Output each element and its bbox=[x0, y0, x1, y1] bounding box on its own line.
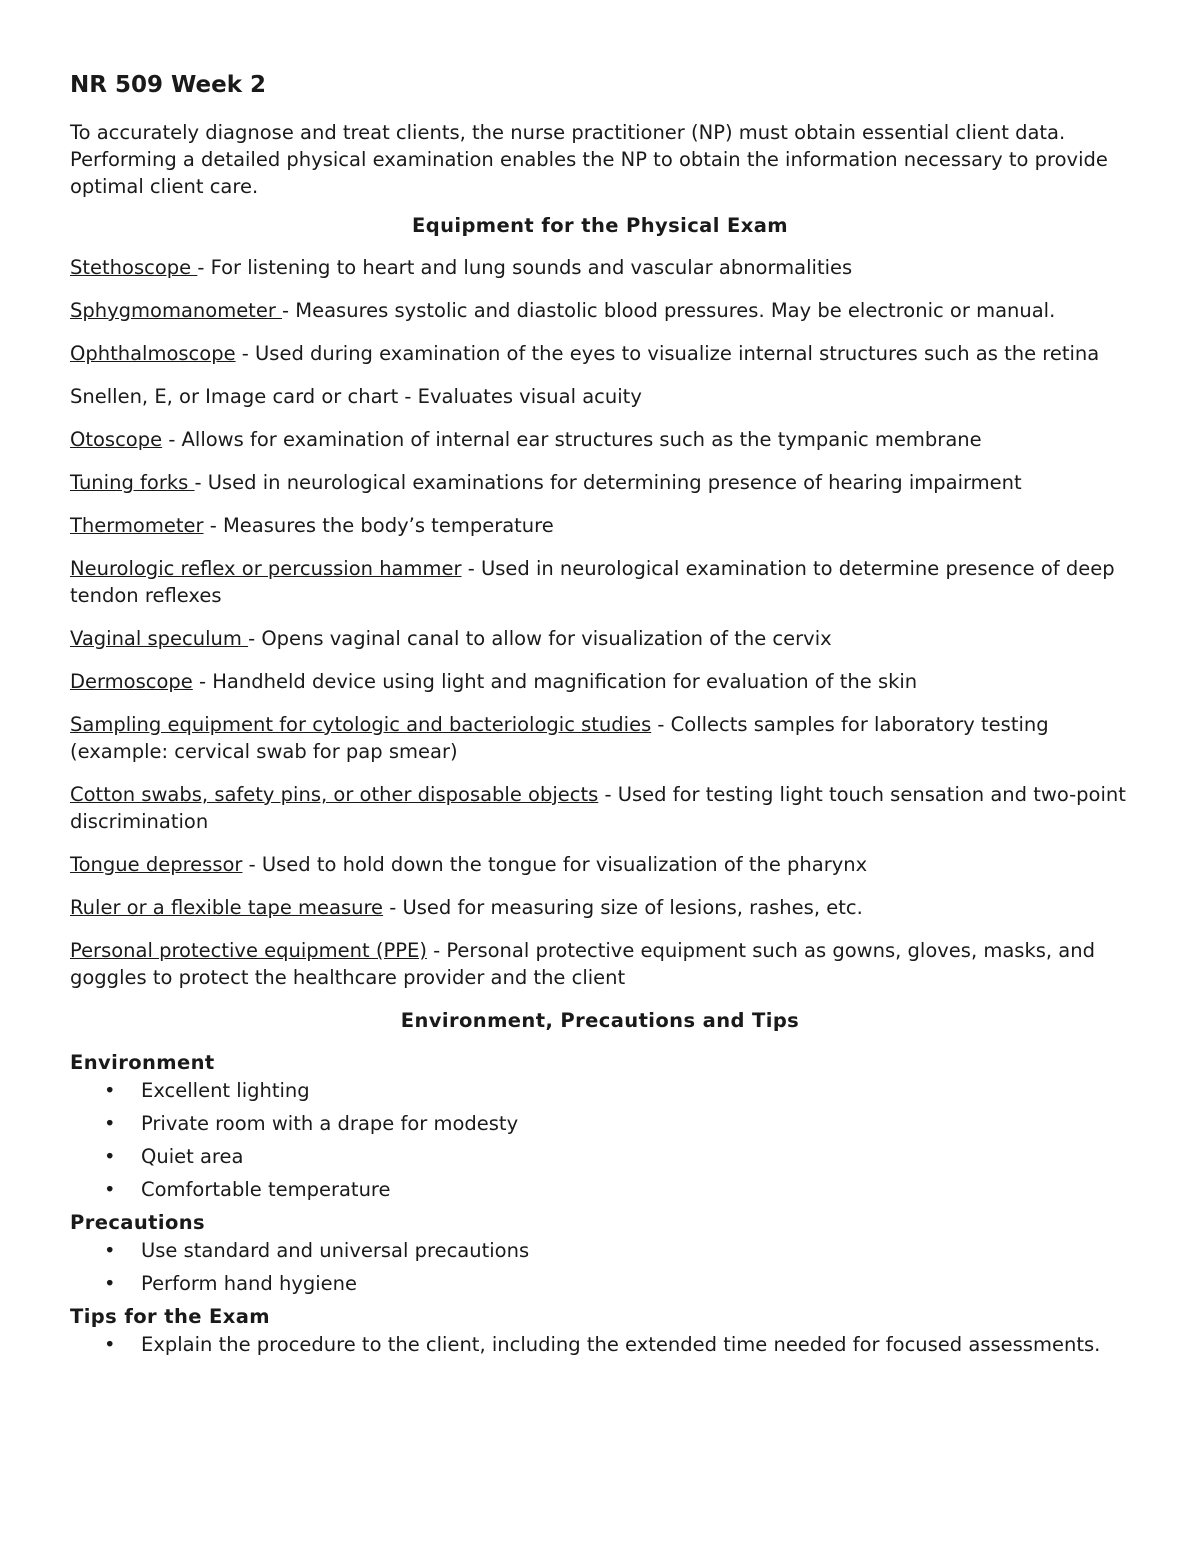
equipment-term: Sampling equipment for cytologic and bacteriologic studies bbox=[70, 713, 652, 736]
equipment-term: Tongue depressor bbox=[70, 853, 243, 876]
environment-list bbox=[70, 1077, 1130, 1203]
equipment-item bbox=[70, 894, 1130, 921]
equipment-item bbox=[70, 383, 1130, 410]
tips-item-text: Explain the procedure to the client, including the extended time needed for focused assessments. bbox=[141, 1333, 1101, 1356]
equipment-term: Tuning forks bbox=[70, 471, 195, 494]
equipment-item bbox=[70, 668, 1130, 695]
equipment-description: - For listening to heart and lung sounds and vascular abnormalities bbox=[197, 256, 853, 279]
precautions-subheading: Precautions bbox=[70, 1211, 206, 1234]
tips-subheading: Tips for the Exam bbox=[70, 1305, 271, 1328]
tips-list bbox=[70, 1331, 1130, 1358]
equipment-list bbox=[70, 254, 1130, 991]
tips-list-item bbox=[70, 1331, 1130, 1358]
equipment-item bbox=[70, 297, 1130, 324]
equipment-description: - Used for measuring size of lesions, rashes, etc. bbox=[383, 896, 863, 919]
equipment-description: - Used for testing light touch sensation and two-point discrimination bbox=[70, 783, 1126, 833]
environment-item-text: Quiet area bbox=[141, 1145, 244, 1168]
equipment-description: - Measures systolic and diastolic blood pressures. May be electronic or manual. bbox=[282, 299, 1056, 322]
equipment-item bbox=[70, 555, 1130, 609]
precautions-list bbox=[70, 1237, 1130, 1297]
equipment-term: Personal protective equipment (PPE) bbox=[70, 939, 427, 962]
environment-item-text: Excellent lighting bbox=[141, 1079, 310, 1102]
precautions-item-text: Perform hand hygiene bbox=[141, 1272, 358, 1295]
equipment-term: Ophthalmoscope bbox=[70, 342, 236, 365]
equipment-term: Otoscope bbox=[70, 428, 163, 451]
precautions-item-text: Use standard and universal precautions bbox=[141, 1239, 530, 1262]
equipment-term: Stethoscope bbox=[70, 256, 198, 279]
equipment-item bbox=[70, 469, 1130, 496]
equipment-description: - Measures the body’s temperature bbox=[203, 514, 554, 537]
equipment-term: Ruler or a flexible tape measure bbox=[70, 896, 384, 919]
bullet-icon: • bbox=[104, 1145, 116, 1168]
equipment-item bbox=[70, 340, 1130, 367]
equipment-item bbox=[70, 625, 1130, 652]
bullet-icon: • bbox=[104, 1333, 116, 1356]
environment-list-item bbox=[70, 1110, 1130, 1137]
equipment-item bbox=[70, 254, 1130, 281]
equipment-description: Snellen, E, or Image card or chart - Evaluates visual acuity bbox=[70, 385, 642, 408]
equipment-description: - Used during examination of the eyes to visualize internal structures such as the retina bbox=[235, 342, 1100, 365]
equipment-term: Vaginal speculum bbox=[70, 627, 249, 650]
equipment-term: Thermometer bbox=[70, 514, 204, 537]
equipment-term: Dermoscope bbox=[70, 670, 193, 693]
bullet-icon: • bbox=[104, 1112, 116, 1135]
bullet-icon: • bbox=[104, 1178, 116, 1201]
equipment-term: Sphygmomanometer bbox=[70, 299, 283, 322]
equipment-item bbox=[70, 711, 1130, 765]
equipment-term: Neurologic reflex or percussion hammer bbox=[70, 557, 462, 580]
equipment-description: - Used in neurological examination to determine presence of deep tendon reflexes bbox=[70, 557, 1115, 607]
environment-item-text: Comfortable temperature bbox=[141, 1178, 391, 1201]
equipment-term: Cotton swabs, safety pins, or other disposable objects bbox=[70, 783, 599, 806]
equipment-description: - Handheld device using light and magnification for evaluation of the skin bbox=[192, 670, 918, 693]
equipment-description: - Allows for examination of internal ear structures such as the tympanic membrane bbox=[162, 428, 982, 451]
equipment-description: - Collects samples for laboratory testing (example: cervical swab for pap smear) bbox=[70, 713, 1049, 763]
intro-paragraph: To accurately diagnose and treat clients, the nurse practitioner (NP) must obtain essential client data. Performing a detailed physical examination enables the NP to obtain the information necessary to provide optimal client care. bbox=[70, 121, 1108, 198]
equipment-item bbox=[70, 851, 1130, 878]
environment-list-item bbox=[70, 1077, 1130, 1104]
equipment-item bbox=[70, 781, 1130, 835]
equipment-heading: Equipment for the Physical Exam bbox=[412, 214, 788, 237]
precautions-list-item bbox=[70, 1237, 1130, 1264]
document-page bbox=[70, 70, 1130, 1364]
document-title: NR 509 Week 2 bbox=[70, 72, 267, 98]
equipment-item bbox=[70, 426, 1130, 453]
equipment-description: - Personal protective equipment such as gowns, gloves, masks, and goggles to protect the healthcare provider and the client bbox=[70, 939, 1095, 989]
equipment-item bbox=[70, 937, 1130, 991]
equipment-description: - Used in neurological examinations for determining presence of hearing impairment bbox=[194, 471, 1022, 494]
environment-item-text: Private room with a drape for modesty bbox=[141, 1112, 519, 1135]
environment-list-item bbox=[70, 1176, 1130, 1203]
equipment-description: - Opens vaginal canal to allow for visualization of the cervix bbox=[248, 627, 832, 650]
bullet-icon: • bbox=[104, 1239, 116, 1262]
environment-list-item bbox=[70, 1143, 1130, 1170]
equipment-description: - Used to hold down the tongue for visualization of the pharynx bbox=[242, 853, 868, 876]
equipment-item bbox=[70, 512, 1130, 539]
environment-subheading: Environment bbox=[70, 1051, 215, 1074]
bullet-icon: • bbox=[104, 1272, 116, 1295]
precautions-list-item bbox=[70, 1270, 1130, 1297]
environment-precautions-heading: Environment, Precautions and Tips bbox=[400, 1009, 800, 1032]
bullet-icon: • bbox=[104, 1079, 116, 1102]
